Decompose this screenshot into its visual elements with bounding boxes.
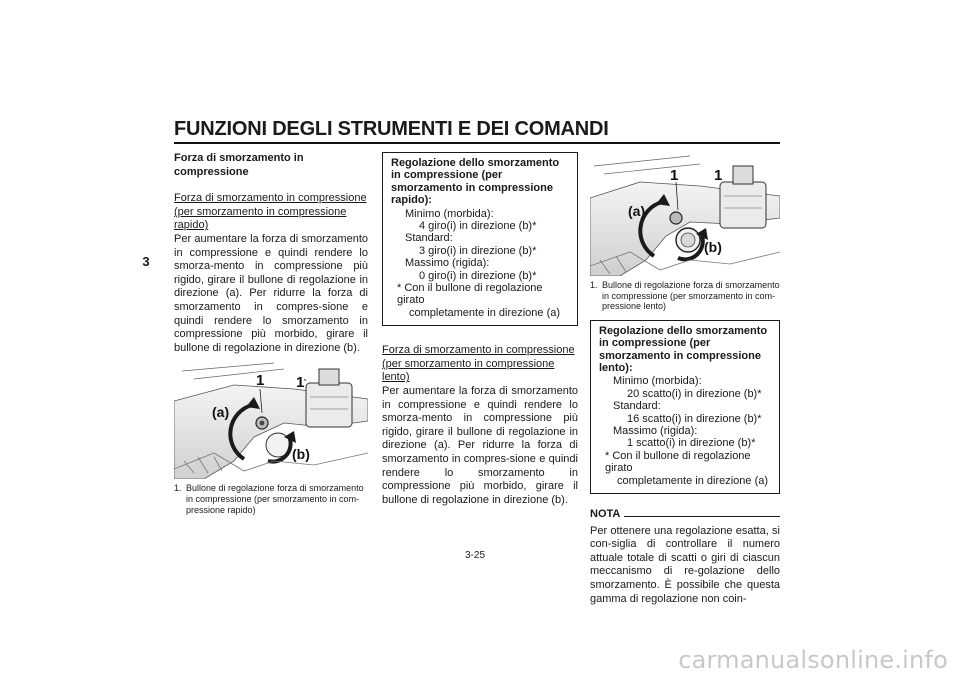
label-1-a: 1 xyxy=(670,167,679,184)
spec-note-1: * Con il bullone di regolazione girato xyxy=(397,282,543,307)
header-rule xyxy=(174,142,780,144)
column-right xyxy=(590,152,780,606)
page-title: FUNZIONI DEGLI STRUMENTI E DEI COMANDI xyxy=(174,118,609,140)
label-1-b: 1 xyxy=(296,374,305,392)
label-a: (a) xyxy=(628,203,646,219)
spec-std-value: 16 scatto(i) in direzione (b)* xyxy=(627,412,762,425)
nota-label: NOTA xyxy=(590,508,621,521)
nota-header xyxy=(590,508,780,522)
figure-caption-rapid xyxy=(174,483,368,515)
label-1-b: 1 xyxy=(714,167,723,184)
spec-max-value: 1 scatto(i) in direzione (b)* xyxy=(627,437,756,450)
subheading-rapid-1: Forza di smorzamento in compressione xyxy=(174,192,367,205)
page-number: 3-25 xyxy=(465,550,486,561)
chapter-tab: 3 xyxy=(142,253,150,269)
illustration-rapid xyxy=(174,361,368,479)
subheading-slow-2: (per smorzamento in compressione lento) xyxy=(382,357,555,384)
column-left xyxy=(174,152,368,515)
spec-note-2: completamente in direzione (a) xyxy=(409,306,561,319)
watermark: carmanualsonline.info xyxy=(678,646,948,674)
label-a: (a) xyxy=(212,404,230,421)
nota-rule xyxy=(624,516,780,517)
caption-number: 1. xyxy=(590,280,598,290)
label-b: (b) xyxy=(704,239,722,255)
label-b: (b) xyxy=(292,446,310,463)
spec-max-value: 0 giro(i) in direzione (b)* xyxy=(419,269,537,282)
spec-title: Regolazione dello smorzamento in compressione (per smorzamento in compressione lento): xyxy=(599,324,768,374)
spec-note-1: * Con il bullone di regolazione girato xyxy=(605,449,751,475)
figure-slow-adjuster xyxy=(590,152,780,276)
spec-title: Regolazione dello smorzamento in compressione (per smorzamento in compressione rapido): xyxy=(391,157,560,207)
subheading-slow-1: Forza di smorzamento in compressione xyxy=(382,344,575,357)
caption-number: 1. xyxy=(174,483,182,494)
spec-std-value: 3 giro(i) in direzione (b)* xyxy=(419,244,537,257)
caption-text: Bullone di regolazione forza di smorzamento in compressione (per smorzamento in com-pressione lento) xyxy=(602,280,780,312)
nota-text: Per ottenere una regolazione esatta, si con-siglia di controllare il numero attuale totale di scatti o giri di ciascun meccanismo di re-golazione dello smorzamento. È possibile che questa gamma di regolazione non coin- xyxy=(590,524,780,605)
figure-rapid-adjuster xyxy=(174,361,368,479)
spec-note-2: completamente in direzione (a) xyxy=(617,474,769,487)
spec-min-label: Minimo (morbida): xyxy=(613,375,702,388)
spec-min-label: Minimo (morbida): xyxy=(405,207,494,220)
caption-text: Bullone di regolazione forza di smorzamento in compressione (per smorzamento in com-pressione rapido) xyxy=(186,483,364,515)
paragraph-slow: Per aumentare la forza di smorzamento in compressione e quindi rendere lo smorza-mento in compressione più rigido, girare il bullone di regolazione in direzione (a). Per ridurre la forza di smorzamento in compres-sione e quindi rendere lo smorzamento in compressione più morbido, girare il bullone di regolazione in direzione (b). xyxy=(382,385,578,506)
illustration-slow xyxy=(590,152,780,276)
spec-box-rapid xyxy=(382,152,578,326)
figure-caption-slow xyxy=(590,280,780,312)
spec-std-label: Standard: xyxy=(405,232,453,245)
subheading-rapid-2: (per smorzamento in compressione rapido) xyxy=(174,205,347,232)
section-heading: Forza di smorzamento in compressione xyxy=(174,152,304,178)
column-middle xyxy=(382,152,578,507)
spec-std-label: Standard: xyxy=(613,400,661,413)
spec-max-label: Massimo (rigida): xyxy=(613,425,698,438)
spec-max-label: Massimo (rigida): xyxy=(405,257,490,270)
label-1-a: 1 xyxy=(256,372,265,390)
spec-min-value: 20 scatto(i) in direzione (b)* xyxy=(627,387,762,400)
spec-box-slow xyxy=(590,320,780,494)
paragraph-rapid: Per aumentare la forza di smorzamento in compressione e quindi rendere lo smorza-mento in compressione più rigido, girare il bullone di regolazione in direzione (a). Per ridurre la forza di smorzamento in compres-sione e quindi rendere lo smorzamento in compressione più morbido, girare il bullone di regolazione in direzione (b). xyxy=(174,232,368,354)
spec-min-value: 4 giro(i) in direzione (b)* xyxy=(419,220,537,233)
